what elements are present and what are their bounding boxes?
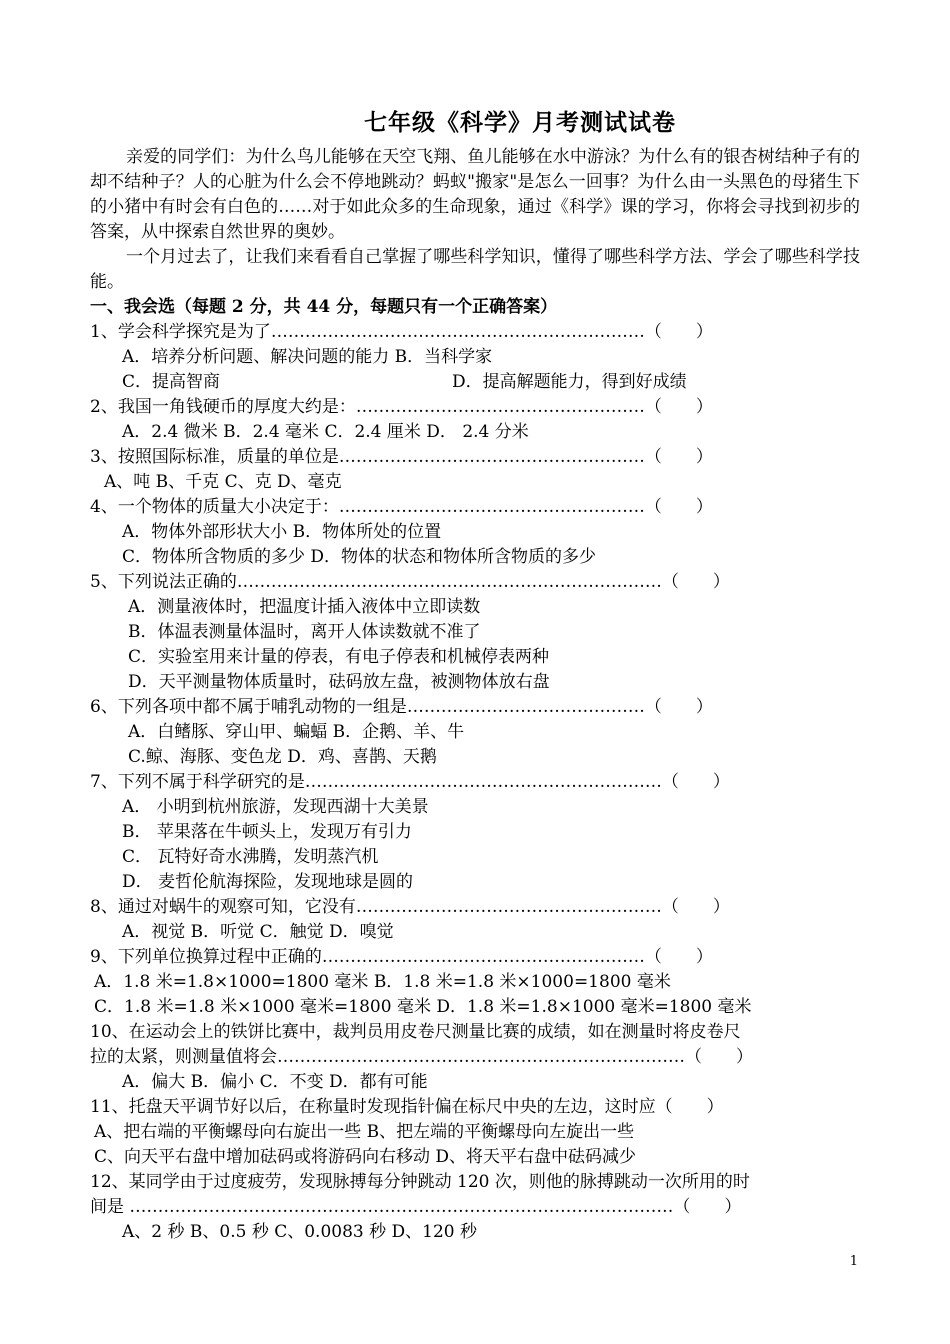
question-1-stem: 1、学会科学探究是为了…………………………………………………………（ ） <box>90 322 713 342</box>
question-4-stem: 4、一个物体的质量大小决定于：………………………………………………（ ） <box>90 497 713 517</box>
intro-paragraph-1: 亲爱的同学们：为什么鸟儿能够在天空飞翔、鱼儿能够在水中游泳？为什么有的银杏树结种子有的却不结种子？人的心脏为什么会不停地跳动？蚂蚁"搬家"是怎么一回事？为什么由一头黑色的母猪生下的小猪中有时会有白色的……对于如此众多的生命现象，通过《科学》课的学习，你将会寻找到初步的答案，从中探索自然世界的奥妙。 <box>90 147 860 242</box>
question-4-options-ab: A．物体外部形状大小 B．物体所处的位置 <box>122 522 442 542</box>
question-6-stem: 6、下列各项中都不属于哺乳动物的一组是……………………………………（ ） <box>90 697 713 717</box>
question-9-options-cd: C．1.8 米=1.8 米×1000 毫米=1800 毫米 D．1.8 米=1.8×1000 毫米=1800 毫米 <box>94 997 752 1017</box>
question-8-options: A．视觉 B．听觉 C．触觉 D．嗅觉 <box>122 922 394 942</box>
section-heading: 一、我会选（每题 2 分，共 44 分，每题只有一个正确答案） <box>90 297 558 317</box>
intro-paragraph-2: 一个月过去了，让我们来看看自己掌握了哪些科学知识，懂得了哪些科学方法、学会了哪些科学技能。 <box>90 247 860 292</box>
question-11-options-cd: C、向天平右盘中增加砝码或将游码向右移动 D、将天平右盘中砝码减少 <box>94 1147 637 1167</box>
question-5-option-c: C．实验室用来计量的停表，有电子停表和机械停表两种 <box>128 647 550 667</box>
question-6-options-ab: A．白鳍豚、穿山甲、蝙蝠 B．企鹅、羊、牛 <box>128 722 465 742</box>
question-1-option-d: D．提高解题能力，得到好成绩 <box>452 372 687 392</box>
question-11-stem: 11、托盘天平调节好以后，在称量时发现指针偏在标尺中央的左边，这时应（ ） <box>90 1097 724 1117</box>
question-9-options-ab: A．1.8 米=1.8×1000=1800 毫米 B．1.8 米=1.8 米×1000=1800 毫米 <box>94 972 671 992</box>
question-7-option-d: D． 麦哲伦航海探险，发现地球是圆的 <box>122 872 414 892</box>
question-1-options-cd <box>90 370 860 395</box>
question-12-options: A、2 秒 B、0.5 秒 C、0.0083 秒 D、120 秒 <box>122 1222 478 1242</box>
question-12-stem-line-2: 间是 ……………………………………………………………………………………（ ） <box>90 1197 742 1217</box>
question-2-stem: 2、我国一角钱硬币的厚度大约是：……………………………………………（ ） <box>90 397 713 417</box>
question-4-options-cd: C．物体所含物质的多少 D．物体的状态和物体所含物质的多少 <box>122 547 597 567</box>
question-5-stem: 5、下列说法正确的…………………………………………………………………（ ） <box>90 572 730 592</box>
question-8-stem: 8、通过对蜗牛的观察可知，它没有………………………………………………（ ） <box>90 897 730 917</box>
question-5-option-b: B．体温表测量体温时，离开人体读数就不准了 <box>128 622 481 642</box>
question-5-option-d: D．天平测量物体质量时，砝码放左盘，被测物体放右盘 <box>128 672 550 692</box>
exam-content <box>90 145 860 1245</box>
question-7-option-a: A． 小明到杭州旅游，发现西湖十大美景 <box>122 797 429 817</box>
question-12-stem-line-1: 12、某同学由于过度疲劳，发现脉搏每分钟跳动 120 次，则他的脉搏跳动一次所用的时 <box>90 1172 750 1192</box>
question-2-options: A．2.4 微米 B．2.4 毫米 C．2.4 厘米 D． 2.4 分米 <box>122 422 529 442</box>
question-10-options: A．偏大 B．偏小 C．不变 D．都有可能 <box>122 1072 428 1092</box>
question-10-stem-line-2: 拉的太紧，则测量值将会………………………………………………………………（ ） <box>90 1047 753 1067</box>
question-3-stem: 3、按照国际标准，质量的单位是………………………………………………（ ） <box>90 447 713 467</box>
question-3-options: A、吨 B、千克 C、克 D、毫克 <box>104 472 342 492</box>
question-7-stem: 7、下列不属于科学研究的是………………………………………………………（ ） <box>90 772 730 792</box>
question-7-option-c: C． 瓦特好奇水沸腾，发明蒸汽机 <box>122 847 379 867</box>
question-1-option-c: C．提高智商 <box>122 372 221 392</box>
question-9-stem: 9、下列单位换算过程中正确的…………………………………………………（ ） <box>90 947 713 967</box>
question-1-options-ab: A．培养分析问题、解决问题的能力 B．当科学家 <box>122 347 493 367</box>
question-11-options-ab: A、把右端的平衡螺母向右旋出一些 B、把左端的平衡螺母向左旋出一些 <box>94 1122 635 1142</box>
question-10-stem-line-1: 10、在运动会上的铁饼比赛中，裁判员用皮卷尺测量比赛的成绩，如在测量时将皮卷尺 <box>90 1022 741 1042</box>
page-number: 1 <box>849 1254 858 1269</box>
page-title: 七年级《科学》月考测试试卷 <box>364 109 676 136</box>
question-5-option-a: A．测量液体时，把温度计插入液体中立即读数 <box>128 597 481 617</box>
question-6-options-cd: C.鲸、海豚、变色龙 D．鸡、喜鹊、天鹅 <box>128 747 437 767</box>
question-7-option-b: B． 苹果落在牛顿头上，发现万有引力 <box>122 822 412 842</box>
